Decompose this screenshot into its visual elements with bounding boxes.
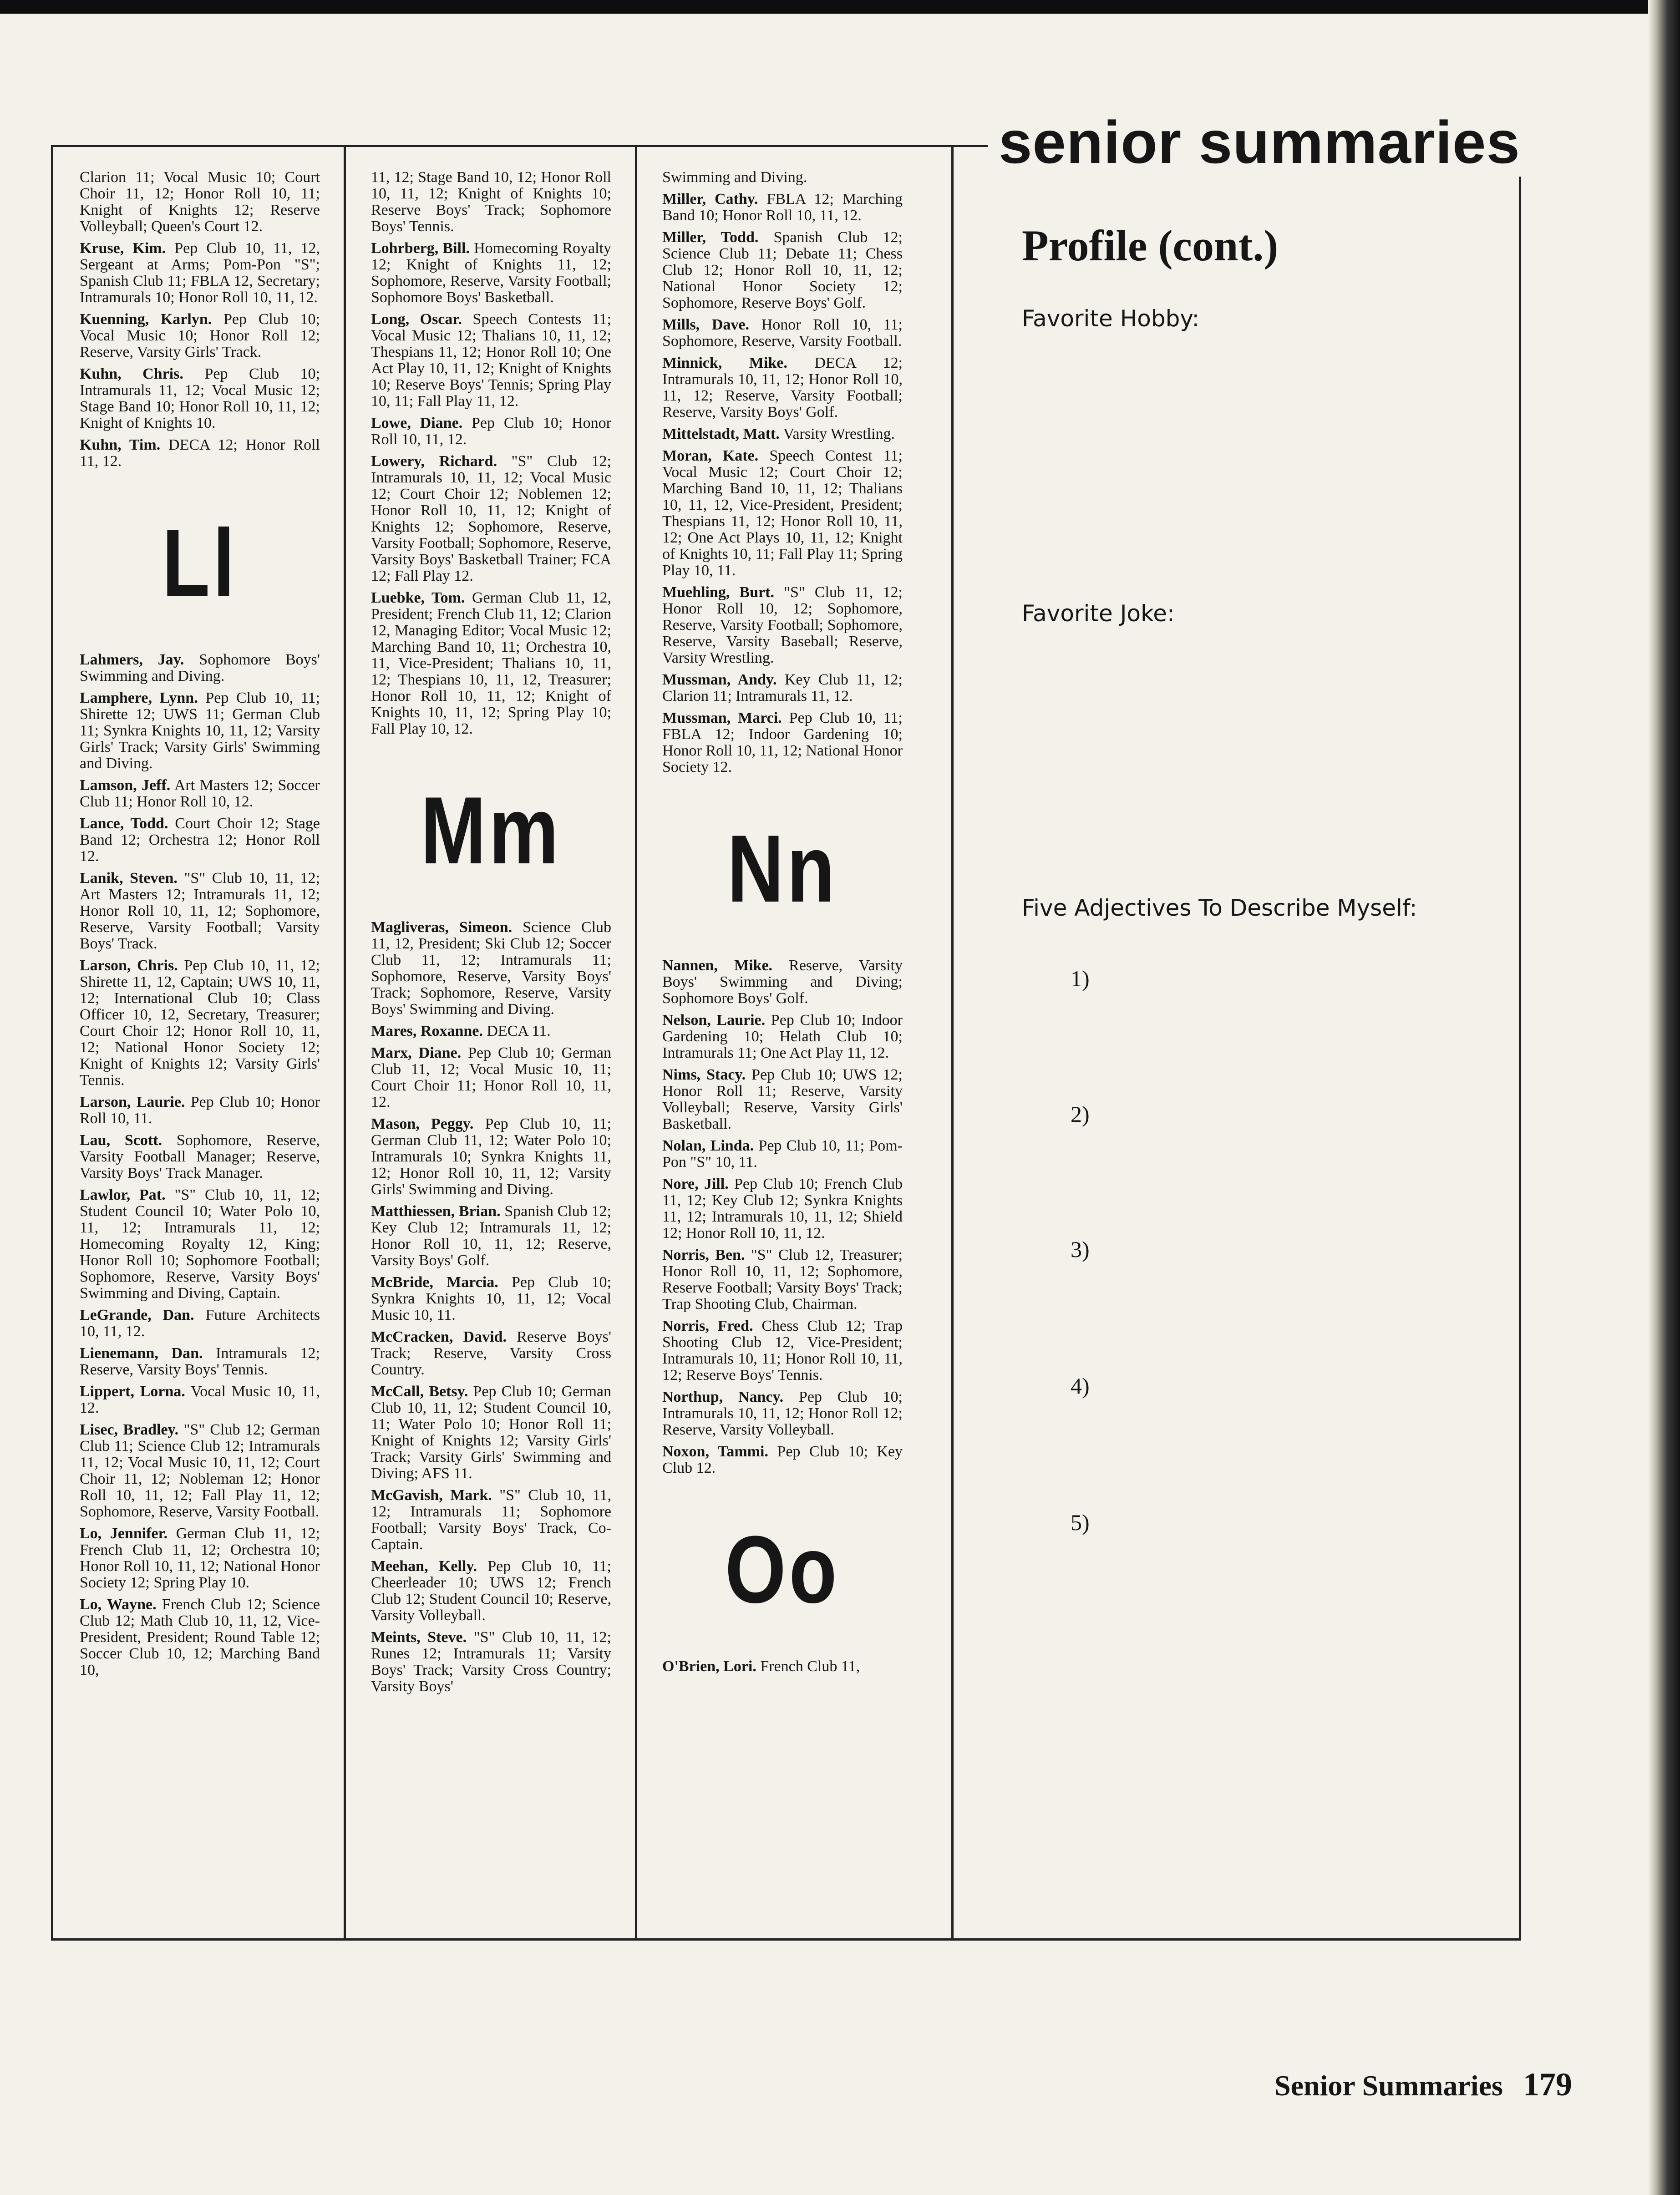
activities-text: Pep Club 10, 11; FBLA 12; Indoor Gardening 10; Honor Roll 10, 11, 12; National Honor Society 12. [662,710,903,776]
activities-text: Pep Club 10; German Club 11, 12; Vocal Music 10, 11; Court Choir 11; Honor Roll 10, 11, 12. [371,1044,611,1110]
activities-text: Sophomore, Reserve, Varsity Football Manager; Reserve, Varsity Boys' Track Manager. [80,1132,320,1181]
activities-text: "S" Club 10, 11, 12; Intramurals 11; Sophomore Football; Varsity Boys' Track, Co-Captain. [371,1487,611,1553]
senior-name: Mittelstadt, Matt. [662,426,780,442]
senior-entry [371,919,611,1018]
senior-name: Kuenning, Karlyn. [80,311,212,328]
senior-name: Nolan, Linda. [662,1137,754,1154]
activities-text: Spanish Club 12; Key Club 12; Intramurals 11, 12; Honor Roll 10, 11, 12; Reserve, Varsity Boys' Golf. [371,1203,611,1269]
senior-entry [80,777,320,810]
senior-entry [662,1389,903,1438]
alphabet-divider: Nn [727,815,838,922]
activities-text: DECA 12; Honor Roll 11, 12. [80,436,320,470]
activities-text: Art Masters 12; Soccer Club 11; Honor Roll 10, 12. [80,777,320,810]
activities-text: Intramurals 12; Reserve, Varsity Boys' Tennis. [80,1345,320,1378]
footer-label: Senior Summaries [1274,2069,1503,2102]
activities-text: Spanish Club 12; Science Club 11; Debate 11; Chess Club 12; Honor Roll 10, 11, 12; National Honor Society 12; Sophomore, Reserve Boys' Golf. [662,229,903,311]
senior-entry [80,1384,320,1416]
senior-entry [80,169,320,235]
activities-text: "S" Club 12, Treasurer; Honor Roll 10, 11, 12; Sophomore, Reserve Football; Varsity Boys' Track; Trap Shooting Club, Chairman. [662,1247,903,1313]
senior-entry [371,1274,611,1323]
senior-name: Lamphere, Lynn. [80,689,198,706]
activities-text: Court Choir 12; Stage Band 12; Orchestra 12; Honor Roll 12. [80,815,320,865]
section-title: senior summaries [988,108,1531,177]
activities-text: Pep Club 10, 11; Pom-Pon "S" 10, 11. [662,1137,903,1171]
senior-entry [80,870,320,952]
senior-entry [80,652,320,684]
senior-name: Mussman, Marci. [662,710,782,726]
senior-name: Lo, Wayne. [80,1596,157,1613]
senior-entry [371,453,611,584]
senior-entry [662,1247,903,1313]
senior-entry [80,958,320,1089]
senior-name: Lance, Todd. [80,815,168,832]
senior-entry [80,437,320,470]
activities-text: Pep Club 10; Synkra Knights 10, 11, 12; Vocal Music 10, 11. [371,1274,611,1323]
senior-name: Miller, Cathy. [662,191,758,208]
senior-entry [80,1597,320,1678]
page-number: 179 [1523,2066,1572,2103]
senior-name: Mills, Dave. [662,316,750,333]
senior-entry [371,590,611,737]
senior-entry [662,1067,903,1132]
senior-entry [80,366,320,431]
activities-text: Clarion 11; Vocal Music 10; Court Choir 11, 12; Honor Roll 10, 11; Knight of Knights 12; Reserve Volleyball; Queen's Court 12. [80,169,320,235]
entries-column-2 [371,169,611,1931]
activities-text: Vocal Music 10, 11, 12. [80,1383,320,1416]
senior-name: Lisec, Bradley. [80,1421,179,1438]
senior-name: Norris, Fred. [662,1318,753,1334]
senior-entry [662,317,903,350]
activities-text: Pep Club 10, 11, 12; Shirette 11, 12, Captain; UWS 10, 11, 12; International Club 10; Class Officer 10, 12, Secretary, Treasurer; Court Choir 12; Honor Roll 10, 11, 12; National Honor Society 12; Knight of Knights 12; Varsity Girls' Tennis. [80,957,320,1089]
senior-name: Nannen, Mike. [662,957,773,974]
activities-text: Pep Club 10, 11; German Club 11, 12; Water Polo 10; Intramurals 10; Synkra Knights 11, 12; Honor Roll 10, 11, 12; Varsity Girls' Swimming and Diving. [371,1115,611,1198]
activities-text: "S" Club 10, 11, 12; Runes 12; Intramurals 11; Varsity Boys' Track; Varsity Cross Country; Varsity Boys' [371,1629,611,1695]
senior-entry [371,240,611,306]
senior-entry [662,229,903,311]
senior-name: Kuhn, Tim. [80,436,161,453]
senior-name: Meehan, Kelly. [371,1558,477,1575]
senior-name: Meints, Steve. [371,1629,467,1646]
senior-entry [662,1176,903,1242]
profile-heading: Profile (cont.) [1022,221,1279,270]
senior-entry [371,1329,611,1378]
senior-entry [662,1138,903,1171]
senior-entry [80,311,320,360]
senior-name: Kuhn, Chris. [80,365,183,382]
senior-name: Lawlor, Pat. [80,1186,166,1203]
activities-text: French Club 11, [760,1658,860,1675]
senior-entry [662,1318,903,1384]
alphabet-divider: Ll [162,509,238,616]
column-divider [635,145,637,1941]
activities-text: Varsity Wrestling. [783,426,895,442]
activities-text: Chess Club 12; Trap Shooting Club 12, Vice-President; Intramurals 10, 11; Honor Roll 10, 11, 12; Reserve Boys' Tennis. [662,1318,903,1384]
senior-entry [662,169,903,186]
activities-text: "S" Club 10, 11, 12; Art Masters 12; Intramurals 11, 12; Honor Roll 10, 11, 12; Sophomore, Reserve, Varsity Football; Varsity Boys' Track. [80,870,320,952]
activities-text: FBLA 12; Marching Band 10; Honor Roll 10, 11, 12. [662,191,903,224]
senior-name: Lo, Jennifer. [80,1525,168,1542]
senior-entry [80,690,320,772]
activities-text: Pep Club 10; Indoor Gardening 10; Helath Club 10; Intramurals 11; One Act Play 11, 12. [662,1012,903,1061]
senior-name: Long, Oscar. [371,311,462,328]
alphabet-divider: Mm [421,777,562,884]
senior-name: Minnick, Mike. [662,355,787,371]
senior-name: Lahmers, Jay. [80,651,184,668]
activities-text: "S" Club 12; German Club 11; Science Club 12; Intramurals 11, 12; Vocal Music 10, 11, 12; Court Choir 11, 12; Nobleman 12; Honor Roll 10, 11, 12; Fall Play 11, 12; Sophomore, Reserve, Varsity Football. [80,1421,320,1520]
activities-text: "S" Club 10, 11, 12; Student Council 10; Water Polo 10, 11, 12; Intramurals 11, 12; Homecoming Royalty 12, King; Honor Roll 10; Sophomore Football; Sophomore, Reserve, Varsity Boys' Swimming and Diving, Captain. [80,1186,320,1302]
favorite-hobby-prompt: Favorite Hobby: [1022,305,1200,332]
senior-entry [371,311,611,410]
senior-entry [80,1094,320,1127]
senior-name: Luebke, Tom. [371,589,465,606]
senior-entry [662,191,903,224]
senior-name: McBride, Marcia. [371,1274,498,1291]
activities-text: French Club 12; Science Club 12; Math Club 10, 11, 12, Vice-President, President; Round Table 12; Soccer Club 10, 12; Marching Band 10, [80,1596,320,1678]
activities-text: DECA 12; Intramurals 10, 11, 12; Honor Roll 10, 11, 12; Reserve, Varsity Football; Reserve, Varsity Boys' Golf. [662,355,903,421]
activities-text: Reserve Boys' Track; Reserve, Varsity Cross Country. [371,1328,611,1378]
senior-name: Lohrberg, Bill. [371,240,470,257]
senior-entry [80,1526,320,1591]
activities-text: Sophomore Boys' Swimming and Diving. [80,651,320,684]
activities-text: DECA 11. [487,1023,551,1039]
activities-text: Pep Club 10; Vocal Music 10; Honor Roll 12; Reserve, Varsity Girls' Track. [80,311,320,360]
activities-text: Swimming and Diving. [662,169,807,186]
senior-name: O'Brien, Lori. [662,1658,756,1675]
senior-name: Kruse, Kim. [80,240,166,257]
senior-name: Miller, Todd. [662,229,759,246]
senior-name: Mussman, Andy. [662,671,777,688]
activities-text: Reserve, Varsity Boys' Swimming and Diving; Sophomore Boys' Golf. [662,957,903,1007]
senior-name: Marx, Diane. [371,1044,462,1061]
adjective-number: 3) [1071,1237,1090,1262]
activities-text: Pep Club 10; Honor Roll 10, 11. [80,1094,320,1127]
senior-name: Nelson, Laurie. [662,1012,766,1029]
activities-text: German Club 11, 12, President; French Club 11, 12; Clarion 12, Managing Editor; Vocal Music 12; Marching Band 10, 11; Orchestra 10, 11, Vice-President; Thalians 10, 11, 12; Thespians 10, 11, 12, Treasurer; Honor Roll 10, 11, 12; Knight of Knights 10, 11, 12; Spring Play 10; Fall Play 10, 12. [371,589,611,737]
senior-name: Moran, Kate. [662,447,759,464]
activities-text: Speech Contest 11; Vocal Music 12; Court Choir 12; Marching Band 10, 11, 12; Thalians 10, 11, 12, Vice-President, President; Thespians 11, 12; Honor Roll 10, 11, 12; One Act Plays 10, 11, 12; Knight of Knights 10, 11; Fall Play 11; Spring Play 10, 11. [662,447,903,579]
senior-entry [80,1132,320,1181]
senior-name: Northup, Nancy. [662,1389,784,1405]
senior-entry [662,448,903,579]
senior-entry [371,415,611,448]
column-divider [951,145,954,1941]
senior-name: Matthiessen, Brian. [371,1203,501,1220]
activities-text: Honor Roll 10, 11; Sophomore, Reserve, Varsity Football. [662,316,903,350]
senior-name: McCall, Betsy. [371,1383,468,1400]
activities-text: Key Club 11, 12; Clarion 11; Intramurals 11, 12. [662,671,903,705]
senior-name: McCracken, David. [371,1328,507,1345]
senior-name: Nore, Jill. [662,1176,729,1192]
activities-text: Pep Club 10; Honor Roll 10, 11, 12. [371,415,611,448]
entries-column-1 [80,169,320,1931]
senior-entry [371,1487,611,1553]
senior-entry [662,1658,903,1675]
senior-entry [371,1558,611,1624]
senior-entry [371,169,611,235]
activities-text: Homecoming Royalty 12; Knight of Knights 11, 12; Sophomore, Reserve, Varsity Football; Sophomore Boys' Basketball. [371,240,611,306]
activities-text: German Club 11, 12; French Club 11, 12; Orchestra 10; Honor Roll 10, 11, 12; National Honor Society 12; Spring Play 10. [80,1525,320,1591]
senior-name: Noxon, Tammi. [662,1443,768,1460]
adjectives-prompt: Five Adjectives To Describe Myself: [1022,895,1417,921]
activities-text: Pep Club 10; UWS 12; Honor Roll 11; Reserve, Varsity Volleyball; Reserve, Varsity Girls' Basketball. [662,1066,903,1132]
senior-entry [80,240,320,306]
activities-text: 11, 12; Stage Band 10, 12; Honor Roll 10, 11, 12; Knight of Knights 10; Reserve Boys' Track; Sophomore Boys' Tennis. [371,169,611,235]
senior-name: Mason, Peggy. [371,1115,474,1132]
senior-entry [371,1045,611,1110]
activities-text: Pep Club 10, 11; Shirette 12; UWS 11; German Club 11; Synkra Knights 10, 11, 12; Varsity Girls' Track; Varsity Girls' Swimming and Diving. [80,689,320,772]
activities-text: Pep Club 10; Key Club 12. [662,1443,903,1476]
senior-name: Lau, Scott. [80,1132,162,1149]
senior-entry [371,1203,611,1269]
activities-text: Pep Club 10; French Club 11, 12; Key Club 12; Synkra Knights 11, 12; Intramurals 10, 11, 12; Shield 12; Honor Roll 10, 11, 12. [662,1176,903,1242]
favorite-joke-prompt: Favorite Joke: [1022,600,1175,627]
senior-name: Lanik, Steven. [80,870,178,887]
senior-entry [662,426,903,442]
senior-name: LeGrande, Dan. [80,1307,194,1323]
senior-name: Mares, Roxanne. [371,1023,483,1039]
senior-entry [80,1307,320,1340]
activities-text: Science Club 11, 12, President; Ski Club 12; Soccer Club 11, 12; Intramurals 11; Sophomore, Reserve, Varsity Boys' Track; Sophomore, Reserve, Varsity Boys' Swimming and Diving. [371,919,611,1018]
activities-text: Pep Club 10; German Club 10, 11, 12; Student Council 10, 11; Water Polo 10; Honor Roll 11; Knight of Knights 12; Varsity Girls' Track; Varsity Girls' Swimming and Diving; AFS 11. [371,1383,611,1482]
adjective-number: 1) [1071,966,1090,991]
senior-entry [371,1116,611,1198]
senior-name: Larson, Laurie. [80,1094,185,1110]
adjective-number: 2) [1071,1101,1090,1127]
senior-entry [662,1444,903,1476]
senior-entry [80,1422,320,1520]
senior-entry [662,584,903,666]
activities-text: Future Architects 10, 11, 12. [80,1307,320,1340]
activities-text: Speech Contests 11; Vocal Music 12; Thalians 10, 11, 12; Thespians 11, 12; Honor Roll 10; One Act Play 10, 11, 12; Knight of Knights 10; Reserve Boys' Tennis; Spring Play 10, 11; Fall Play 11, 12. [371,311,611,410]
top-edge-rule [0,0,1680,14]
activities-text: Pep Club 10; Intramurals 11, 12; Vocal Music 12; Stage Band 10; Honor Roll 10, 11, 12; Knight of Knights 10. [80,365,320,431]
activities-text: "S" Club 11, 12; Honor Roll 10, 12; Sophomore, Reserve, Varsity Football; Sophomore, Reserve, Varsity Baseball; Reserve, Varsity Wrestling. [662,584,903,666]
alphabet-divider: Oo [725,1516,840,1623]
senior-entry [662,710,903,776]
senior-entry [662,672,903,705]
senior-name: Magliveras, Simeon. [371,919,513,936]
senior-name: Larson, Chris. [80,957,178,974]
senior-name: McGavish, Mark. [371,1487,492,1504]
senior-entry [371,1384,611,1482]
activities-text: "S" Club 12; Intramurals 10, 11, 12; Vocal Music 12; Court Choir 12; Noblemen 12; Honor Roll 10, 11, 12; Knight of Knights 12; Sophomore, Reserve, Varsity Football; Sophomore, Reserve, Varsity Boys' Basketball Trainer; FCA 12; Fall Play 12. [371,453,611,584]
senior-name: Lienemann, Dan. [80,1345,203,1362]
activities-text: Pep Club 10, 11; Cheerleader 10; UWS 12; French Club 12; Student Council 10; Reserve, Varsity Volleyball. [371,1558,611,1624]
page-binding-edge [1648,0,1680,2195]
entries-column-3 [662,169,903,1931]
senior-entry [371,1629,611,1695]
senior-entry [371,1023,611,1039]
senior-name: Norris, Ben. [662,1247,745,1263]
senior-name: Lippert, Lorna. [80,1383,185,1400]
senior-entry [662,1012,903,1061]
senior-entry [80,816,320,865]
senior-name: Lamson, Jeff. [80,777,171,794]
adjective-number: 5) [1071,1510,1090,1535]
column-divider [344,145,346,1941]
adjective-number: 4) [1071,1373,1090,1399]
senior-entry [662,958,903,1007]
senior-name: Nims, Stacy. [662,1066,746,1083]
senior-name: Lowe, Diane. [371,415,463,431]
page-footer [1274,2066,1572,2104]
senior-entry [80,1187,320,1302]
senior-name: Muehling, Burt. [662,584,774,601]
activities-text: Pep Club 10, 11, 12, Sergeant at Arms; Pom-Pon "S"; Spanish Club 11; FBLA 12, Secretary; Intramurals 10; Honor Roll 10, 11, 12. [80,240,320,306]
activities-text: Pep Club 10; Intramurals 10, 11, 12; Honor Roll 12; Reserve, Varsity Volleyball. [662,1389,903,1438]
senior-entry [80,1345,320,1378]
senior-name: Lowery, Richard. [371,453,497,470]
senior-entry [662,355,903,421]
